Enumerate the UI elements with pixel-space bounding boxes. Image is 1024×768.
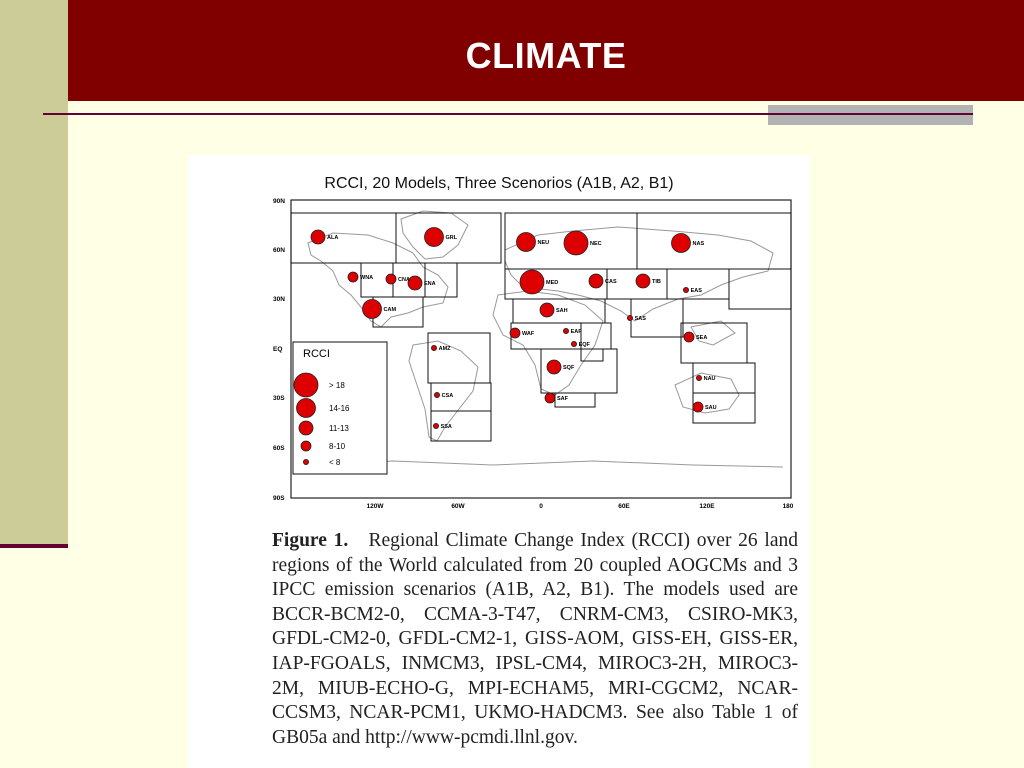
region-marker-sea [684,332,694,342]
region-label: ENA [424,281,436,287]
lon-label: 180 [782,503,794,510]
region-label: EAS [690,288,702,294]
region-marker-med [520,270,544,294]
region-marker-ala [311,230,325,244]
region-label: TIB [652,279,661,285]
region-label: MED [546,280,559,286]
region-marker-tib [636,274,650,288]
region-marker-sah [540,303,554,317]
lat-label: 90N [273,198,285,205]
region-marker-cam [363,300,382,319]
region-marker-sqf [547,360,561,374]
region-label: SEA [696,335,708,341]
region-marker-neu [517,233,536,252]
region-label: SAF [557,396,568,402]
legend-marker-s [301,441,311,451]
region-marker-amz [431,345,436,350]
region-marker-nec [564,231,588,255]
region-label: CSA [441,393,454,399]
lat-label: 60N [273,247,285,254]
region-label: GRL [445,235,458,241]
world-map [273,195,794,510]
region-label: NEC [590,241,602,247]
region-marker-cas [589,274,603,288]
region-label: SAH [556,308,568,314]
legend-label: < 8 [329,458,341,467]
lon-label: 60E [618,503,630,510]
region-label: EAF [570,329,582,335]
region-label: SSA [440,424,452,430]
region-label: ALA [327,235,339,241]
region-marker-eqf [571,341,576,346]
legend-marker-xs [303,459,308,464]
region-marker-nas [672,234,691,253]
figure-image [188,155,810,768]
decorative-gray-bar [768,105,973,125]
region-label: SAS [634,316,646,322]
region-marker-nau [696,375,701,380]
region-marker-wna [348,272,358,282]
region-marker-waf [510,328,520,338]
region-marker-eas [683,287,688,292]
caption-text: Regional Climate Change Index (RCCI) over 26 land regions of the World calculated from 20 coupled AOGCMs and 3 IPCC emission scenarios (A1B, A2, B1). The models used are BCCR-BCM2-0, CCMA-3-T47, CNRM-CM3, CSIRO-MK3, GFDL-CM2-0, GFDL-CM2-1, GISS-AOM, GISS-EH, GISS-ER, IAP-FGOALS, INMCM3, IPSL-CM4, MIROC3-2H, MIROC3-2M, MIUB-ECHO-G, MPI-ECHAM5, MRI-CGCM2, NCAR-CCSM3, NCAR-PCM1, UKMO-HADCM3. See also Table 1 of GB05a and http://www-pcmdi.llnl.gov. [272,530,799,748]
lon-label: 60W [451,503,465,510]
legend-label: > 18 [329,381,345,390]
legend-marker-xl [294,373,318,397]
slide-title: CLIMATE [465,34,627,76]
region-label: NAU [703,376,716,382]
figure-label: Figure 1. [272,530,349,551]
region-label: CAS [605,279,617,285]
region-label: NAS [692,241,705,247]
region-label: AMZ [438,346,451,352]
region-marker-ena [408,276,422,290]
region-marker-eaf [563,328,568,333]
region-marker-sas [627,315,632,320]
region-marker-sau [693,402,703,412]
region-label: NEU [537,240,550,246]
lat-label: 30N [273,296,285,303]
lat-label: 90S [273,495,285,502]
latitude-labels [273,198,285,502]
region-marker-grl [425,228,444,247]
left-decorative-rule [0,544,68,548]
lat-label: 30S [273,395,285,402]
region-label: WNA [360,275,374,281]
region-marker-ssa [433,423,438,428]
legend-label: 14-16 [329,404,350,413]
region-label: CAM [383,307,397,313]
legend-label: 8-10 [329,442,346,451]
map-legend [293,342,387,474]
figure-caption [272,529,798,750]
legend-label: 11-13 [329,424,349,433]
region-marker-cna [386,274,396,284]
longitude-labels [367,503,794,510]
region-label: SQF [563,365,575,371]
map-title: RCCI, 20 Models, Three Scenorios (A1B, A2, B1) [324,175,674,192]
lon-label: 120E [699,503,715,510]
left-decorative-strip [0,0,68,545]
region-label: EQF [578,342,590,348]
region-label: CNA [398,277,410,283]
header-divider [43,113,973,115]
lat-label: EQ [273,346,283,353]
legend-marker-l [297,399,316,418]
region-marker-saf [545,393,555,403]
lat-label: 60S [273,445,285,452]
region-marker-csa [434,392,439,397]
lon-label: 120W [366,503,384,510]
slide-header [68,0,1024,101]
region-label: SAU [705,405,717,411]
lon-label: 0 [539,503,543,510]
legend-marker-m [299,421,313,435]
legend-title: RCCI [303,348,330,360]
region-label: WAF [522,331,535,337]
